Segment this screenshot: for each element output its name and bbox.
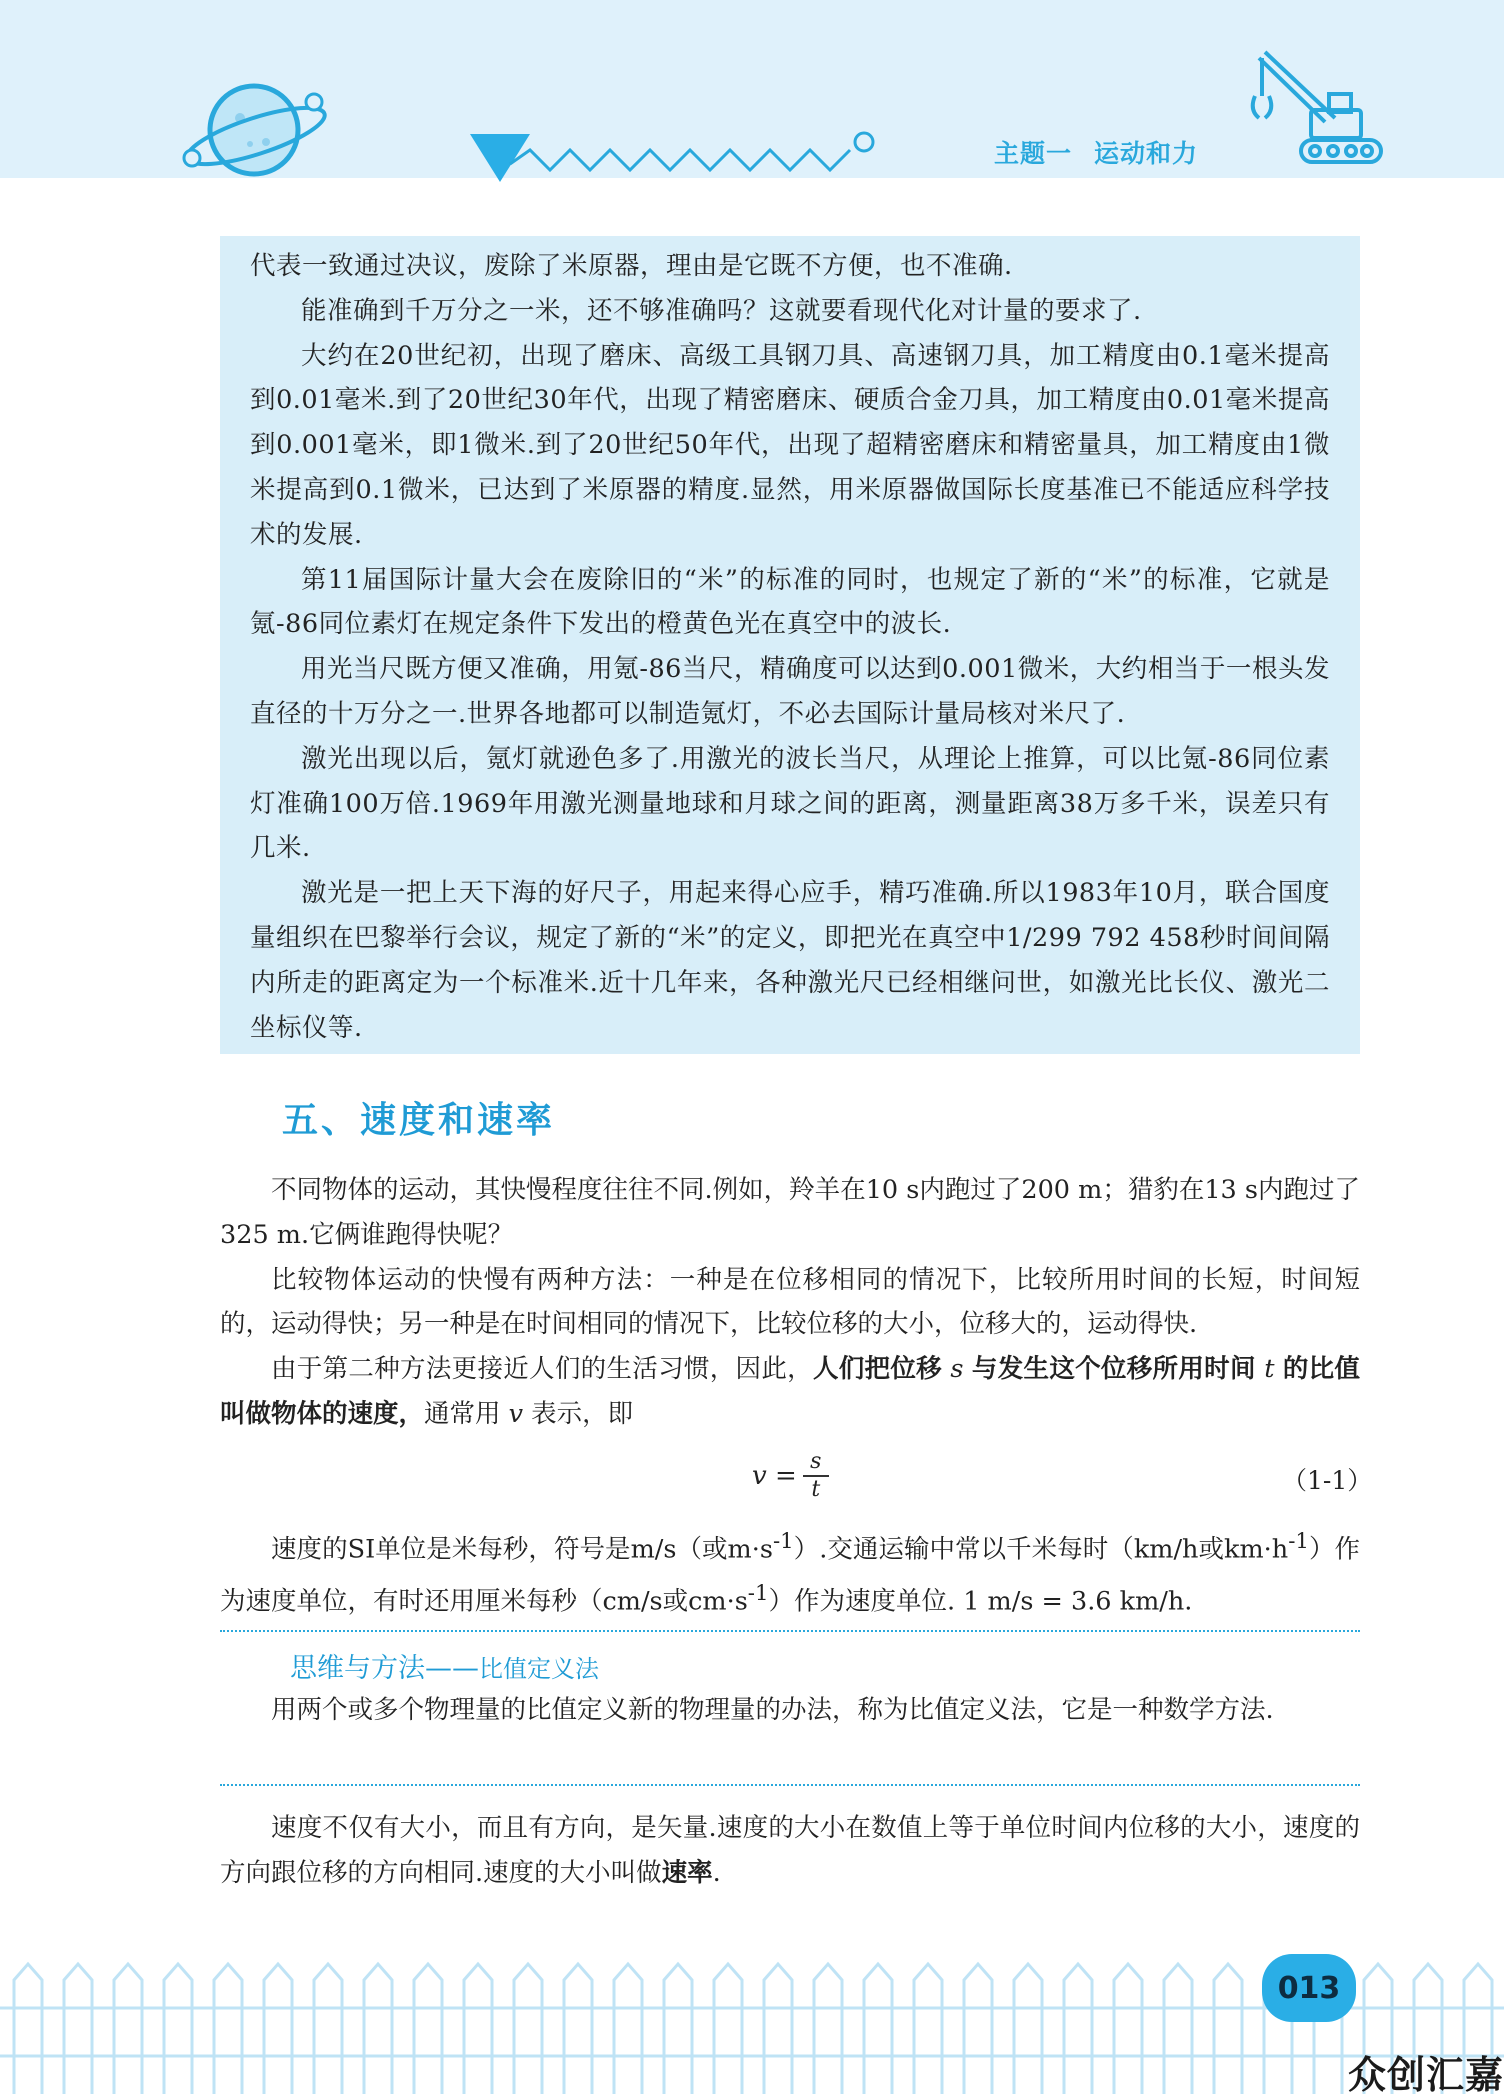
reading-paragraph: 激光是一把上天下海的好尺子，用起来得心应手，精巧准确.所以1983年10月，联合国度量组织在巴黎举行会议，规定了新的“米”的定义，即把光在真空中1/299 792 458秒时间间隔内所走的距离定为一个标准米.近十几年来，各种激光尺已经相继问世，如激光比长仪、激光二坐标仪等. [250,878,1330,1043]
fence-picket [64,1964,92,2094]
closing-paragraph [220,1806,1360,1896]
units-paragraph [220,1520,1360,1625]
fence-picket [14,1964,42,2094]
planet-icon [180,80,330,190]
method-box-top-border [220,1630,1360,1632]
formula-lhs: v = [752,1461,797,1491]
fence-picket [1064,1964,1092,2094]
fence-picket [164,1964,192,2094]
watermark-text: 众创汇嘉 [1348,2053,1504,2097]
fence-picket [864,1964,892,2094]
fence-picket [814,1964,842,2094]
fence-picket [1214,1964,1242,2094]
method-title-dash: —— [425,1653,479,1684]
method-text: 用两个或多个物理量的比值定义新的物理量的办法，称为比值定义法，它是一种数学方法. [271,1695,1274,1725]
superscript: -1 [747,1581,769,1607]
method-title [290,1646,599,1685]
fence-picket [964,1964,992,2094]
fence-picket [464,1964,492,2094]
fence-picket [114,1964,142,2094]
fence-picket [614,1964,642,2094]
text-span: ）作为速度单位. 1 m/s = 3.6 km/h. [768,1586,1193,1617]
fence-picket [514,1964,542,2094]
method-text-block [220,1688,1360,1733]
method-box-bottom-border [220,1784,1360,1786]
theme-title: 运动和力 [1094,139,1199,168]
superscript: -1 [1288,1529,1309,1554]
method-title-main: 思维与方法 [290,1653,425,1684]
text-span: ）.交通运输中常以千米每时（km/h或km·h [793,1534,1289,1565]
reading-box [220,236,1360,1054]
section-heading: 五、速度和速率 [282,1100,556,1141]
formula-fraction [803,1449,829,1503]
fence-picket [214,1964,242,2094]
fence-picket [364,1964,392,2094]
text-span: 速度的SI单位是米每秒，符号是m/s（或m·s [271,1534,773,1565]
crane-icon [1245,48,1385,168]
units-paragraph-block [220,1520,1360,1625]
bold-text: 速率 [661,1857,713,1888]
fence-picket [1014,1964,1042,2094]
method-title-sub: 比值定义法 [479,1655,599,1683]
text-span: 速度不仅有大小，而且有方向，是矢量.速度的大小在数值上等于单位时间内位移的大小，速度的方向跟位移的方向相同.速度的大小叫做 [220,1813,1360,1888]
fence-picket [564,1964,592,2094]
fence-picket [914,1964,942,2094]
fence-picket [714,1964,742,2094]
zigzag-decoration [470,130,890,190]
variable-t: t [1264,1354,1275,1385]
text-span: ）作为速度单位，有时还用厘米每秒（cm/s或cm·s [220,1534,1360,1617]
fence-picket [764,1964,792,2094]
reading-text [250,244,1330,1050]
variable-s: s [950,1354,964,1385]
text-span: 由于第二种方法更接近人们的生活习惯，因此， [271,1354,813,1385]
bold-text: 的比值叫做物体的速度， [220,1354,1360,1429]
page-number: 013 [1262,1954,1356,2022]
text-span: . [712,1857,721,1888]
reading-paragraph: 代表一致通过决议，废除了米原器，理由是它既不方便，也不准确. [250,251,1013,281]
body-paragraph: 不同物体的运动，其快慢程度往往不同.例如，羚羊在10 s内跑过了200 m；猎豹在13 s内跑过了325 m.它俩谁跑得快呢？ [220,1175,1360,1250]
closing-block [220,1806,1360,1896]
reading-paragraph: 第11届国际计量大会在废除旧的“米”的标准的同时，也规定了新的“米”的标准，它就是氪-86同位素灯在规定条件下发出的橙黄色光在真空中的波长. [250,564,1330,640]
fence-picket [314,1964,342,2094]
section-body [220,1168,1360,1437]
formula-numerator: s [810,1449,822,1474]
fence-picket [1164,1964,1192,2094]
reading-paragraph: 激光出现以后，氪灯就逊色多了.用激光的波长当尺，从理论上推算，可以比氪-86同位素灯准确100万倍.1969年用激光测量地球和月球之间的距离，测量距离38万多千米，误差只有几米. [250,743,1330,864]
theme-label: 主题一 [994,139,1073,168]
fence-picket [264,1964,292,2094]
text-span: 通常用 [424,1398,501,1429]
variable-v: v [508,1398,524,1429]
reading-paragraph: 用光当尺既方便又准确，用氪-86当尺，精确度可以达到0.001微米，大约相当于一根头发直径的十万分之一.世界各地都可以制造氪灯，不必去国际计量局核对米尺了. [250,654,1330,729]
bold-text: 与发生这个位移所用时间 [971,1354,1256,1385]
fence-picket [414,1964,442,2094]
velocity-formula [752,1449,829,1503]
reading-paragraph: 大约在20世纪初，出现了磨床、高级工具钢刀具、高速钢刀具，加工精度由0.1毫米提高到0.01毫米.到了20世纪30年代，出现了精密磨床、硬质合金刀具，加工精度由0.01毫米提高到0.001毫米，即1微米.到了20世纪50年代，出现了超精密磨床和精密量具，加工精度由1微米提高到0.1微米，已达到了米原器的精度.显然，用米原器做国际长度基准已不能适应科学技术的发展. [250,340,1330,550]
equation-number: （1-1） [1282,1466,1373,1495]
formula-denominator: t [811,1477,821,1502]
bold-text: 人们把位移 [812,1354,942,1385]
header-title [994,134,1198,170]
superscript: -1 [772,1529,794,1554]
reading-paragraph: 能准确到千万分之一米，还不够准确吗？这就要看现代化对计量的要求了. [301,295,1142,326]
body-paragraph: 比较物体运动的快慢有两种方法：一种是在位移相同的情况下，比较所用时间的长短，时间短的，运动得快；另一种是在时间相同的情况下，比较位移的大小，位移大的，运动得快. [220,1264,1360,1340]
text-span: 表示，即 [531,1398,634,1429]
fence-picket [1114,1964,1142,2094]
velocity-definition-paragraph [220,1347,1360,1437]
fence-picket [664,1964,692,2094]
